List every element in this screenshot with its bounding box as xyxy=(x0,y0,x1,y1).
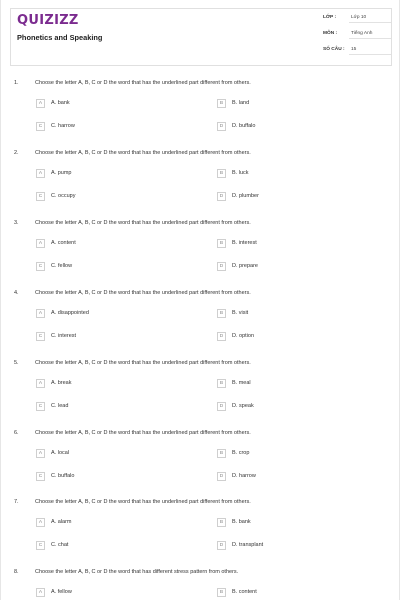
question-number: 6. xyxy=(14,430,19,436)
meta-row-class xyxy=(323,11,393,23)
meta-label: LỚP : xyxy=(323,15,337,20)
meta-panel xyxy=(323,9,393,65)
question-number: 7. xyxy=(14,499,19,505)
option-letter-box: D xyxy=(217,402,226,411)
question-text: Choose the letter A, B, C or D the word that has the underlined part different from others. xyxy=(35,220,251,226)
option-a[interactable] xyxy=(36,379,186,393)
option-text: D. buffalo xyxy=(232,123,256,129)
option-letter-box: A xyxy=(36,99,45,108)
option-text: A. local xyxy=(51,450,70,456)
option-b[interactable] xyxy=(217,169,367,183)
option-letter-box: D xyxy=(217,262,226,271)
question-text: Choose the letter A, B, C or D the word that has the underlined part different from others. xyxy=(35,430,251,436)
option-text: A. content xyxy=(51,240,76,246)
option-letter-box: C xyxy=(36,262,45,271)
option-text: C. interest xyxy=(51,333,77,339)
option-letter-box: B xyxy=(217,518,226,527)
option-letter-box: D xyxy=(217,332,226,341)
option-text: A. break xyxy=(51,380,72,386)
question-text: Choose the letter A, B, C or D the word that has the underlined part different from others. xyxy=(35,360,251,366)
option-b[interactable] xyxy=(217,239,367,253)
option-letter-box: D xyxy=(217,472,226,481)
option-letter-box: A xyxy=(36,169,45,178)
option-text: D. prepare xyxy=(232,263,258,269)
question-number: 1. xyxy=(14,80,19,86)
question-4 xyxy=(1,290,400,360)
option-letter-box: B xyxy=(217,588,226,597)
meta-divider xyxy=(349,54,391,55)
question-text: Choose the letter A, B, C or D the word that has the underlined part different from others. xyxy=(35,80,251,86)
option-text: A. disappointed xyxy=(51,310,89,316)
option-text: D. speak xyxy=(232,403,254,409)
option-d[interactable] xyxy=(217,192,367,206)
option-text: B. meal xyxy=(232,380,251,386)
option-text: B. interest xyxy=(232,240,257,246)
option-text: B. luck xyxy=(232,170,249,176)
option-letter-box: C xyxy=(36,472,45,481)
option-text: A. pump xyxy=(51,170,72,176)
option-b[interactable] xyxy=(217,309,367,323)
option-letter-box: B xyxy=(217,169,226,178)
option-text: B. crop xyxy=(232,450,250,456)
option-b[interactable] xyxy=(217,379,367,393)
option-letter-box: D xyxy=(217,541,226,550)
option-c[interactable] xyxy=(36,402,186,416)
option-letter-box: C xyxy=(36,192,45,201)
question-2 xyxy=(1,150,400,220)
question-5 xyxy=(1,360,400,430)
option-letter-box: A xyxy=(36,309,45,318)
option-text: C. occupy xyxy=(51,193,76,199)
option-d[interactable] xyxy=(217,262,367,276)
option-letter-box: B xyxy=(217,449,226,458)
question-1 xyxy=(1,80,400,150)
option-c[interactable] xyxy=(36,262,186,276)
question-number: 2. xyxy=(14,150,19,156)
meta-value: 15 xyxy=(351,47,357,52)
option-letter-box: A xyxy=(36,588,45,597)
option-d[interactable] xyxy=(217,122,367,136)
meta-label: MÔN : xyxy=(323,31,338,36)
option-b[interactable] xyxy=(217,99,367,113)
option-text: B. land xyxy=(232,100,250,106)
option-letter-box: A xyxy=(36,449,45,458)
option-text: C. lead xyxy=(51,403,69,409)
option-letter-box: D xyxy=(217,192,226,201)
option-letter-box: B xyxy=(217,309,226,318)
question-7 xyxy=(1,499,400,569)
question-number: 8. xyxy=(14,569,19,575)
option-letter-box: B xyxy=(217,99,226,108)
option-text: B. content xyxy=(232,589,257,595)
option-text: D. plumber xyxy=(232,193,259,199)
option-text: C. chat xyxy=(51,542,69,548)
question-number: 5. xyxy=(14,360,19,366)
option-a[interactable] xyxy=(36,309,186,323)
option-letter-box: A xyxy=(36,518,45,527)
option-text: D. option xyxy=(232,333,255,339)
option-c[interactable] xyxy=(36,472,186,486)
option-c[interactable] xyxy=(36,122,186,136)
option-letter-box: B xyxy=(217,239,226,248)
option-letter-box: C xyxy=(36,122,45,131)
option-letter-box: C xyxy=(36,541,45,550)
option-a[interactable] xyxy=(36,169,186,183)
meta-row-count xyxy=(323,43,393,55)
option-letter-box: C xyxy=(36,332,45,341)
question-number: 4. xyxy=(14,290,19,296)
question-number: 3. xyxy=(14,220,19,226)
option-text: C. fellow xyxy=(51,263,73,269)
quizizz-logo: QUIZIZZ xyxy=(17,13,79,28)
option-letter-box: D xyxy=(217,122,226,131)
option-c[interactable] xyxy=(36,332,186,346)
option-text: A. alarm xyxy=(51,519,72,525)
option-letter-box: A xyxy=(36,239,45,248)
option-text: C. buffalo xyxy=(51,473,75,479)
worksheet-header xyxy=(10,8,392,66)
option-b[interactable] xyxy=(217,449,367,463)
option-text: D. harrow xyxy=(232,473,256,479)
option-d[interactable] xyxy=(217,332,367,346)
question-text: Choose the letter A, B, C or D the word that has the underlined part different from others. xyxy=(35,290,251,296)
option-a[interactable] xyxy=(36,518,186,532)
option-a[interactable] xyxy=(36,588,186,600)
option-c[interactable] xyxy=(36,541,186,555)
option-b[interactable] xyxy=(217,518,367,532)
option-b[interactable] xyxy=(217,588,367,600)
question-text: Choose the letter A, B, C or D the word that has the underlined part different from others. xyxy=(35,150,251,156)
question-text: Choose the letter A, B, C or D the word that has the underlined part different from others. xyxy=(35,499,251,505)
option-text: B. bank xyxy=(232,519,251,525)
question-3 xyxy=(1,220,400,290)
option-a[interactable] xyxy=(36,449,186,463)
meta-label: SỐ CÂU : xyxy=(323,47,345,52)
meta-divider xyxy=(349,22,391,23)
option-d[interactable] xyxy=(217,541,367,555)
question-text: Choose the letter A, B, C or D the word that has different stress pattern from others. xyxy=(35,569,239,575)
page-title: Phonetics and Speaking xyxy=(17,33,103,42)
option-letter-box: A xyxy=(36,379,45,388)
option-letter-box: C xyxy=(36,402,45,411)
question-6 xyxy=(1,430,400,500)
option-text: C. harrow xyxy=(51,123,75,129)
meta-value: Tiếng Anh xyxy=(351,31,373,36)
question-8 xyxy=(1,569,400,600)
option-text: A. fellow xyxy=(51,589,72,595)
option-a[interactable] xyxy=(36,99,186,113)
meta-row-subject xyxy=(323,27,393,39)
option-d[interactable] xyxy=(217,472,367,486)
meta-value: Lớp 10 xyxy=(351,15,367,20)
option-c[interactable] xyxy=(36,192,186,206)
option-d[interactable] xyxy=(217,402,367,416)
option-text: D. transplant xyxy=(232,542,264,548)
meta-divider xyxy=(349,38,391,39)
option-text: B. visit xyxy=(232,310,249,316)
option-a[interactable] xyxy=(36,239,186,253)
option-text: A. bank xyxy=(51,100,70,106)
option-letter-box: B xyxy=(217,379,226,388)
